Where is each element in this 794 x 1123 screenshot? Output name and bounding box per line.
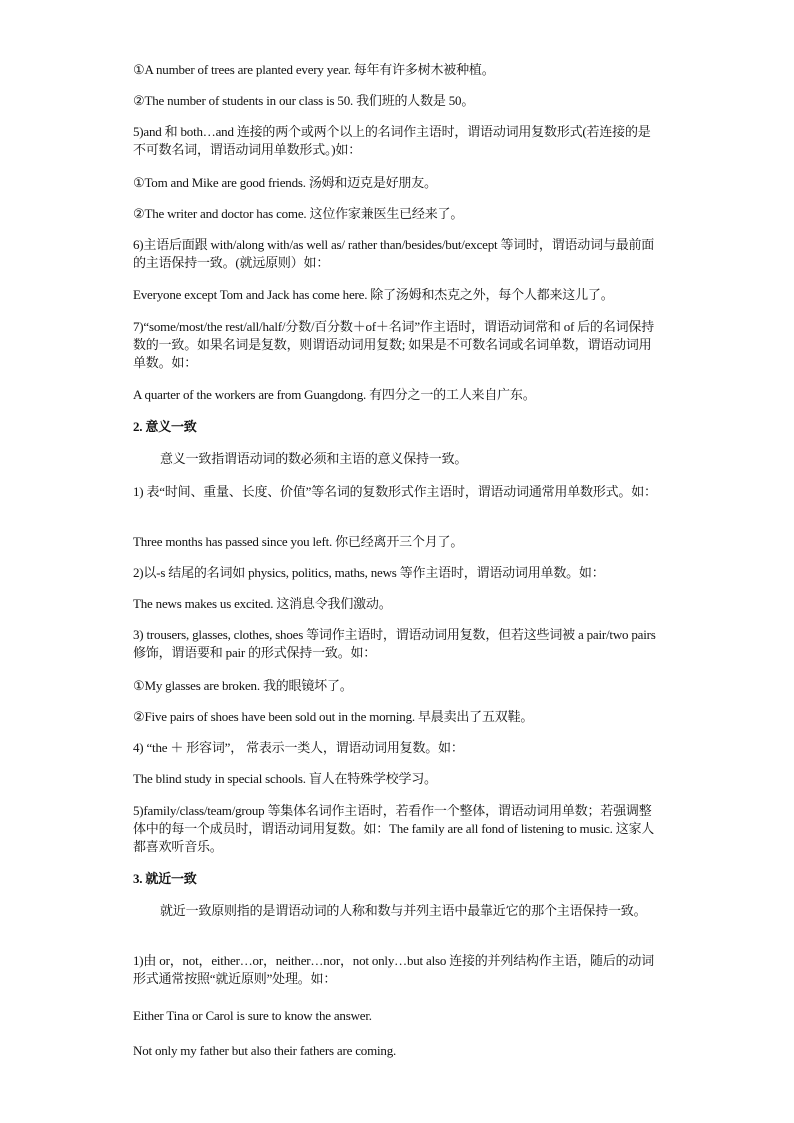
example-line: ①Tom and Mike are good friends. 汤姆和迈克是好朋友。 (133, 175, 437, 190)
section-heading: 3. 就近一致 (133, 871, 197, 886)
rule-paragraph: 7)“some/most/the rest/all/half/分数/百分数＋of＋名词”作主语时，谓语动词常和 of 后的名词保持数的一致。如果名词是复数，则谓语动词用复数; 如果是不可数名词或名词单数，谓语动词用单数。如： (133, 319, 655, 370)
section-heading: 2. 意义一致 (133, 419, 197, 434)
section-intro: 意义一致指谓语动词的数必须和主语的意义保持一致。 (160, 451, 468, 466)
example-line: Either Tina or Carol is sure to know the answer. (133, 1008, 372, 1023)
example-line: Everyone except Tom and Jack has come here. 除了汤姆和杰克之外，每个人都来这儿了。 (133, 287, 614, 302)
example-line: ②The writer and doctor has come. 这位作家兼医生已经来了。 (133, 206, 464, 221)
rule-paragraph: 4) “the ＋ 形容词”， 常表示一类人，谓语动词用复数。如： (133, 740, 464, 755)
rule-paragraph: 1)由 or，not，either…or，neither…nor，not only…but also 连接的并列结构作主语，随后的动词形式通常按照“就近原则”处理。如： (133, 953, 654, 986)
example-line: The news makes us excited. 这消息令我们激动。 (133, 596, 392, 611)
rule-paragraph: 5)family/class/team/group 等集体名词作主语时，若看作一个整体，谓语动词用单数；若强调整体中的每一个成员时，谓语动词用复数。如：The family are all fond of listening to music. 这家人都喜欢听音乐。 (133, 803, 655, 854)
example-line: Three months has passed since you left. 你已经离开三个月了。 (133, 534, 464, 549)
rule-paragraph: 3) trousers, glasses, clothes, shoes 等词作主语时，谓语动词用复数，但若这些词被 a pair/two pairs 修饰，谓语要和 pair 的形式保持一致。如： (133, 627, 656, 660)
rule-paragraph: 5)and 和 both…and 连接的两个或两个以上的名词作主语时，谓语动词用复数形式(若连接的是不可数名词，谓语动词用单数形式。)如： (133, 124, 651, 157)
example-line: The blind study in special schools. 盲人在特殊学校学习。 (133, 771, 437, 786)
example-line: Not only my father but also their fathers are coming. (133, 1043, 397, 1058)
rule-paragraph: 6)主语后面跟 with/along with/as well as/ rather than/besides/but/except 等词时，谓语动词与最前面的主语保持一致。(就远原则）如： (133, 237, 655, 270)
rule-paragraph: 2)以-s 结尾的名词如 physics, politics, maths, news 等作主语时，谓语动词用单数。如： (133, 565, 605, 580)
example-line: ①A number of trees are planted every year. 每年有许多树木被种植。 (133, 62, 495, 77)
example-line: ②The number of students in our class is 50. 我们班的人数是 50。 (133, 93, 475, 108)
section-intro: 就近一致原则指的是谓语动词的人称和数与并列主语中最靠近它的那个主语保持一致。 (160, 903, 647, 918)
example-line: ①My glasses are broken. 我的眼镜坏了。 (133, 678, 353, 693)
example-line: A quarter of the workers are from Guangdong. 有四分之一的工人来自广东。 (133, 387, 536, 402)
rule-paragraph: 1) 表“时间、重量、长度、价值”等名词的复数形式作主语时，谓语动词通常用单数形式。如： (133, 484, 657, 499)
example-line: ②Five pairs of shoes have been sold out in the morning. 早晨卖出了五双鞋。 (133, 709, 534, 724)
